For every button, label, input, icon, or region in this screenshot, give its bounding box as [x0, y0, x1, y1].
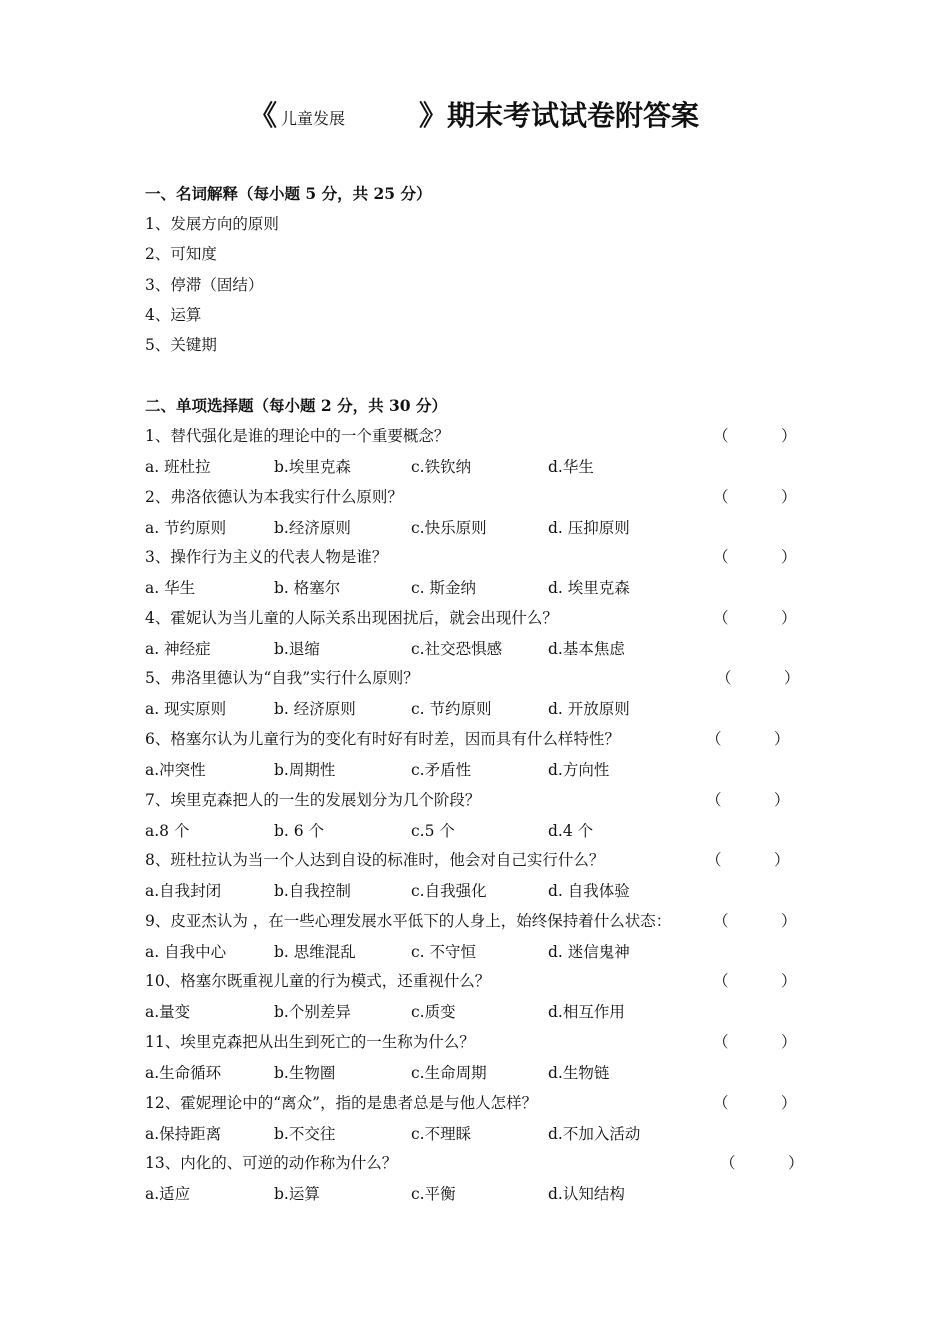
- answer-blank-right-paren: ）: [774, 791, 790, 809]
- answer-option-d: d. 迷信鬼神: [548, 943, 630, 961]
- answer-blank-right-paren: ）: [788, 1154, 804, 1172]
- answer-blank-right-paren: ）: [781, 1094, 797, 1112]
- answer-blank-left-paren: （: [713, 609, 729, 627]
- answer-blank[interactable]: [720, 1152, 804, 1174]
- question-text: 1、替代强化是谁的理论中的一个重要概念？: [145, 427, 450, 445]
- answer-option-d: d.方向性: [548, 761, 610, 779]
- answer-blank[interactable]: [713, 1031, 797, 1053]
- answer-option-b: b.生物圈: [274, 1064, 336, 1082]
- answer-blank-left-paren: （: [713, 1094, 729, 1112]
- answer-option-b: b. 格塞尔: [274, 579, 341, 597]
- answer-option-c: c.质变: [411, 1003, 456, 1021]
- answer-option-c: c.5 个: [411, 822, 455, 840]
- answer-option-c: c.平衡: [411, 1185, 456, 1203]
- answer-blank-left-paren: （: [713, 1033, 729, 1051]
- answer-blank-left-paren: （: [713, 972, 729, 990]
- term-item: 2、可知度: [145, 245, 217, 263]
- question-text: 7、埃里克森把人的一生的发展划分为几个阶段？: [145, 791, 481, 809]
- answer-blank[interactable]: [706, 849, 790, 871]
- answer-blank-right-paren: ）: [781, 488, 797, 506]
- answer-blank-left-paren: （: [716, 669, 732, 687]
- term-item: 4、运算: [145, 306, 202, 324]
- answer-option-a: a. 华生: [145, 579, 196, 597]
- answer-option-a: a.自我封闭: [145, 882, 222, 900]
- answer-blank-left-paren: （: [706, 791, 722, 809]
- question-text: 3、操作行为主义的代表人物是谁？: [145, 548, 388, 566]
- answer-option-c: c.不理睬: [411, 1125, 472, 1143]
- answer-option-a: a.生命循环: [145, 1064, 222, 1082]
- term-item: 1、发展方向的原则: [145, 215, 279, 233]
- answer-blank[interactable]: [706, 728, 790, 750]
- answer-option-b: b.不交往: [274, 1125, 336, 1143]
- answer-option-b: b.运算: [274, 1185, 320, 1203]
- answer-option-a: a.适应: [145, 1185, 191, 1203]
- answer-option-b: b. 思维混乱: [274, 943, 356, 961]
- question-text: 11、埃里克森把从出生到死亡的一生称为什么？: [145, 1033, 475, 1051]
- answer-option-b: b.埃里克森: [274, 458, 351, 476]
- answer-blank-right-paren: ）: [784, 669, 800, 687]
- answer-option-d: d.基本焦虑: [548, 640, 625, 658]
- answer-blank-left-paren: （: [706, 730, 722, 748]
- question-text: 9、皮亚杰认为 ，在一些心理发展水平低下的人身上，始终保持着什么状态：: [145, 912, 672, 930]
- answer-option-d: d.4 个: [548, 822, 594, 840]
- answer-blank[interactable]: [706, 789, 790, 811]
- answer-blank-right-paren: ）: [781, 548, 797, 566]
- section2-heading: 二、单项选择题（每小题 2 分，共 30 分）: [145, 396, 447, 415]
- title-main-text: 》期末考试试卷附答案: [419, 99, 700, 132]
- answer-blank-right-paren: ）: [781, 972, 797, 990]
- answer-blank[interactable]: [713, 970, 797, 992]
- answer-blank[interactable]: [713, 607, 797, 629]
- answer-option-c: c.社交恐惧感: [411, 640, 503, 658]
- question-text: 10、格塞尔既重视儿童的行为模式，还重视什么？: [145, 972, 491, 990]
- answer-option-c: c. 节约原则: [411, 700, 492, 718]
- answer-option-c: c.自我强化: [411, 882, 487, 900]
- answer-option-c: c.快乐原则: [411, 519, 487, 537]
- answer-option-a: a.量变: [145, 1003, 191, 1021]
- answer-blank-right-paren: ）: [774, 730, 790, 748]
- answer-option-b: b. 经济原则: [274, 700, 356, 718]
- answer-option-d: d. 自我体验: [548, 882, 630, 900]
- question-text: 4、霍妮认为当儿童的人际关系出现困扰后，就会出现什么？: [145, 609, 558, 627]
- answer-blank-left-paren: （: [713, 912, 729, 930]
- answer-blank[interactable]: [713, 486, 797, 508]
- answer-option-c: c. 斯金纳: [411, 579, 477, 597]
- answer-option-b: b.经济原则: [274, 519, 351, 537]
- answer-blank-left-paren: （: [720, 1154, 736, 1172]
- answer-option-c: c.铁钦纳: [411, 458, 472, 476]
- answer-option-a: a.8 个: [145, 822, 190, 840]
- question-text: 5、弗洛里德认为“自我”实行什么原则？: [145, 669, 419, 687]
- answer-option-b: b.个别差异: [274, 1003, 351, 1021]
- answer-blank-left-paren: （: [713, 548, 729, 566]
- answer-blank[interactable]: [713, 1092, 797, 1114]
- exam-title: [0, 96, 950, 136]
- answer-option-c: c.生命周期: [411, 1064, 487, 1082]
- answer-blank-right-paren: ）: [781, 609, 797, 627]
- answer-option-d: d.认知结构: [548, 1185, 625, 1203]
- answer-option-d: d.华生: [548, 458, 594, 476]
- answer-option-a: a.冲突性: [145, 761, 206, 779]
- answer-option-d: d. 压抑原则: [548, 519, 630, 537]
- question-text: 8、班杜拉认为当一个人达到自设的标准时，他会对自己实行什么？: [145, 851, 605, 869]
- answer-blank-left-paren: （: [706, 851, 722, 869]
- answer-option-b: b.退缩: [274, 640, 320, 658]
- answer-option-c: c.矛盾性: [411, 761, 472, 779]
- answer-option-a: a. 神经症: [145, 640, 211, 658]
- answer-option-b: b.自我控制: [274, 882, 351, 900]
- answer-blank[interactable]: [713, 546, 797, 568]
- answer-blank[interactable]: [713, 425, 797, 447]
- answer-blank-left-paren: （: [713, 427, 729, 445]
- answer-blank-left-paren: （: [713, 488, 729, 506]
- answer-option-a: a. 班杜拉: [145, 458, 211, 476]
- answer-blank[interactable]: [713, 910, 797, 932]
- answer-option-b: b. 6 个: [274, 822, 325, 840]
- answer-blank-right-paren: ）: [781, 912, 797, 930]
- question-text: 2、弗洛依德认为本我实行什么原则？: [145, 488, 403, 506]
- answer-option-d: d.不加入活动: [548, 1125, 641, 1143]
- section1-heading: 一、名词解释（每小题 5 分，共 25 分）: [145, 184, 432, 203]
- question-text: 13、内化的、可逆的动作称为什么？: [145, 1154, 398, 1172]
- answer-option-d: d.相互作用: [548, 1003, 625, 1021]
- title-open-bracket: 《: [249, 99, 278, 132]
- answer-blank-right-paren: ）: [774, 851, 790, 869]
- answer-blank-right-paren: ）: [781, 427, 797, 445]
- title-course-name: 儿童发展: [281, 109, 346, 128]
- term-item: 5、关键期: [145, 336, 217, 354]
- answer-option-b: b.周期性: [274, 761, 336, 779]
- answer-blank[interactable]: [716, 667, 800, 689]
- answer-option-d: d.生物链: [548, 1064, 610, 1082]
- answer-option-a: a. 节约原则: [145, 519, 227, 537]
- answer-option-a: a. 现实原则: [145, 700, 227, 718]
- answer-option-d: d. 开放原则: [548, 700, 630, 718]
- answer-option-c: c. 不守恒: [411, 943, 477, 961]
- answer-blank-right-paren: ）: [781, 1033, 797, 1051]
- question-text: 6、格塞尔认为儿童行为的变化有时好有时差，因而具有什么样特性？: [145, 730, 620, 748]
- answer-option-a: a. 自我中心: [145, 943, 227, 961]
- answer-option-d: d. 埃里克森: [548, 579, 630, 597]
- question-text: 12、霍妮理论中的“离众”，指的是患者总是与他人怎样？: [145, 1094, 538, 1112]
- term-item: 3、停滞（固结）: [145, 276, 264, 294]
- answer-option-a: a.保持距离: [145, 1125, 222, 1143]
